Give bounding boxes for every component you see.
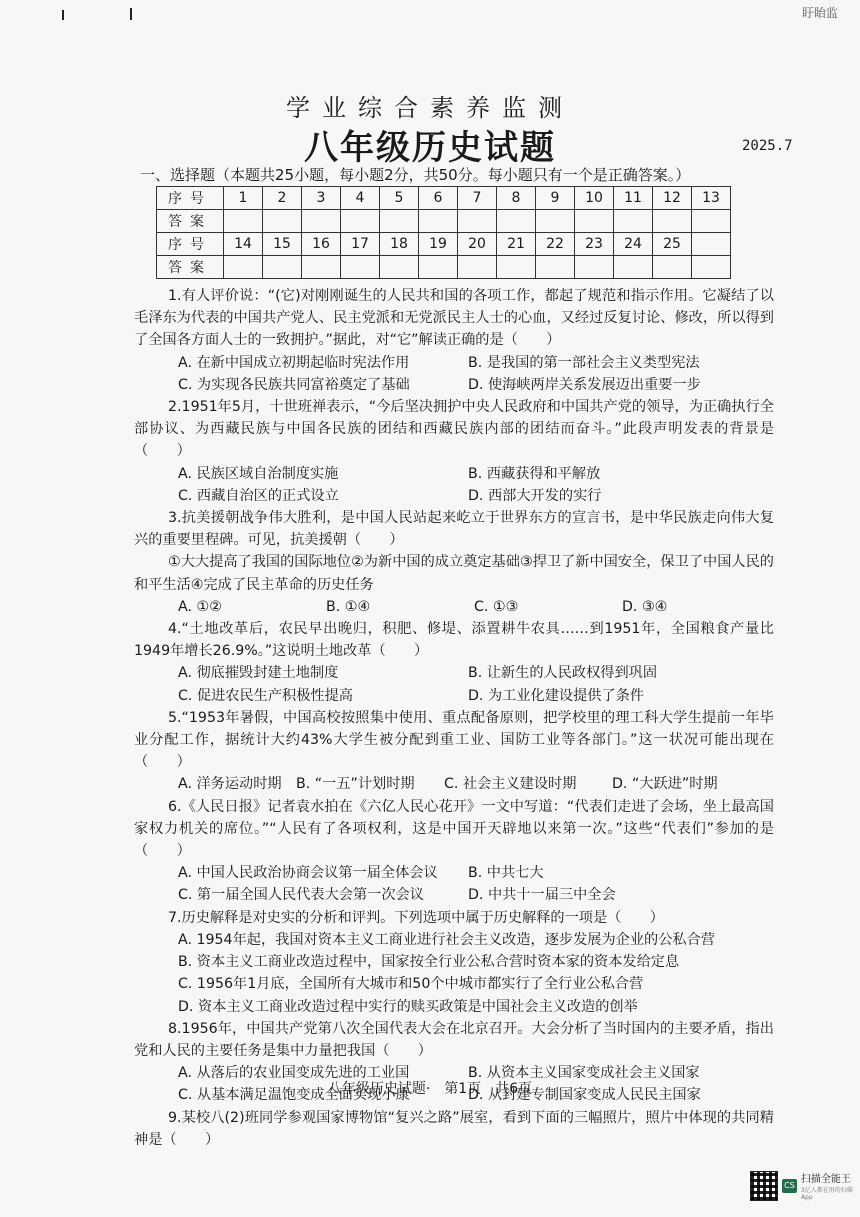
- question-stem: 4.“土地改革后，农民早出晚归，积肥、修堤、添置耕牛农具……到1951年，全国粮食产量比1949年增长26.9%。”这说明土地改革（ ）: [134, 621, 774, 660]
- question-stem: 9.某校八(2)班同学参观国家博物馆“复兴之路”展室，看到下面的三幅照片，照片中体现的共同精神是（ ）: [134, 1109, 774, 1148]
- answer-cell[interactable]: [458, 256, 497, 279]
- option: D. 从封建专制国家变成人民民主国家: [468, 1087, 701, 1104]
- qr-code-icon: [750, 1171, 778, 1201]
- option: B. “一五”计划时期: [296, 776, 415, 793]
- answer-cell[interactable]: [575, 210, 614, 233]
- seq-number: 19: [419, 233, 458, 256]
- option: C. 西藏自治区的正式设立: [178, 487, 339, 504]
- answer-cell[interactable]: [224, 256, 263, 279]
- answer-cell[interactable]: [653, 256, 692, 279]
- seq-number: 6: [419, 187, 458, 210]
- option: C. ①③: [474, 598, 519, 615]
- seq-number: [692, 233, 731, 256]
- option: C. 第一届全国人民代表大会第一次会议: [178, 887, 424, 904]
- option: C. 促进农民生产积极性提高: [178, 687, 353, 704]
- answer-cell[interactable]: [497, 210, 536, 233]
- scan-mark: [130, 8, 132, 20]
- answer-cell[interactable]: [536, 256, 575, 279]
- seq-number: 23: [575, 233, 614, 256]
- option: C. 从基本满足温饱变成全面实现小康: [178, 1087, 410, 1104]
- option: A. 在新中国成立初期起临时宪法作用: [178, 354, 410, 371]
- seq-number: 5: [380, 187, 419, 210]
- answer-cell[interactable]: [536, 210, 575, 233]
- section-heading: 一、选择题（本题共25小题，每小题2分，共50分。每小题只有一个是正确答案。）: [140, 166, 691, 184]
- page-footer: 八年级历史试题· 第1页 共6页: [327, 1081, 533, 1097]
- option: D. 中共十一届三中全会: [468, 887, 616, 904]
- answer-cell[interactable]: [263, 256, 302, 279]
- option-group: [134, 773, 774, 795]
- app-logo: CS: [782, 1179, 797, 1193]
- ans-label: 答案: [157, 210, 224, 233]
- answer-cell[interactable]: [419, 256, 458, 279]
- option-group: [134, 662, 774, 706]
- answer-cell[interactable]: [380, 256, 419, 279]
- seq-label: 序号: [157, 187, 224, 210]
- table-row: [157, 210, 731, 233]
- seq-number: 12: [653, 187, 692, 210]
- option: B. 资本主义工商业改造过程中，国家按全行业公私合营时资本家的资本发给定息: [178, 954, 680, 971]
- answer-cell[interactable]: [341, 256, 380, 279]
- option-group: [134, 596, 774, 618]
- option: D. 为工业化建设提供了条件: [468, 687, 645, 704]
- option-group: [134, 929, 774, 1018]
- question-list: [134, 285, 774, 1151]
- corner-stamp-text: 盱眙监: [801, 6, 838, 20]
- option: C. 为实现各民族共同富裕奠定了基础: [178, 376, 410, 393]
- seq-number: 13: [692, 187, 731, 210]
- seq-number: 18: [380, 233, 419, 256]
- ans-label: 答案: [157, 256, 224, 279]
- seq-number: 2: [263, 187, 302, 210]
- seq-number: 17: [341, 233, 380, 256]
- option: C. 社会主义建设时期: [444, 776, 577, 793]
- seq-number: 20: [458, 233, 497, 256]
- option: C. 1956年1月底，全国所有大城市和50个中城市都实行了全行业公私合营: [178, 976, 644, 993]
- table-row: [157, 256, 731, 279]
- answer-cell[interactable]: [419, 210, 458, 233]
- question-stem: 6.《人民日报》记者袁水拍在《六亿人民心花开》一文中写道：“代表们走进了会场，坐上最高国家权力机关的席位。”“人民有了各项权利，这是中国开天辟地以来第一次。”这些“代表们”参加的是（ ）: [134, 798, 774, 860]
- question-stem: 8.1956年，中国共产党第八次全国代表大会在北京召开。大会分析了当时国内的主要矛盾，指出党和人民的主要任务是集中力量把我国（ ）: [134, 1020, 774, 1059]
- app-name: 扫描全能王: [800, 1174, 851, 1185]
- question-stem: 7.历史解释是对史实的分析和评判。下列选项中属于历史解释的一项是（ ）: [168, 909, 664, 926]
- option: B. 让新生的人民政权得到巩固: [468, 665, 658, 682]
- seq-number: 14: [224, 233, 263, 256]
- seq-number: 4: [341, 187, 380, 210]
- answer-cell[interactable]: [692, 256, 731, 279]
- scan-mark: [62, 10, 64, 20]
- seq-number: 25: [653, 233, 692, 256]
- question-sub-statements: ①大大提高了我国的国际地位②为新中国的成立奠定基础③捍卫了新中国安全，保卫了中国人民的和平生活④完成了民主革命的历史任务: [134, 554, 774, 593]
- option: A. 中国人民政治协商会议第一届全体会议: [178, 865, 438, 882]
- answer-cell[interactable]: [653, 210, 692, 233]
- option: B. 是我国的第一部社会主义类型宪法: [468, 354, 700, 371]
- answer-cell[interactable]: [263, 210, 302, 233]
- exam-date: 2025.7: [742, 138, 793, 154]
- option: B. ①④: [326, 598, 371, 615]
- option-group: [134, 352, 774, 396]
- option: A. 洋务运动时期: [178, 776, 282, 793]
- seq-number: 24: [614, 233, 653, 256]
- option: A. 民族区域自治制度实施: [178, 465, 339, 482]
- question-stem: 1.有人评价说：“(它)对刚刚诞生的人民共和国的各项工作，都起了规范和指示作用。它凝结了以毛泽东为代表的中国共产党人、民主党派和无党派民主人士的心血，又经过反复讨论、修改，所以得到了全国各方面人士的一致拥护。”据此，对“它”解读正确的是（ ）: [134, 288, 774, 349]
- seq-number: 11: [614, 187, 653, 210]
- option: D. 西部大开发的实行: [468, 487, 602, 504]
- seq-number: 9: [536, 187, 575, 210]
- question-stem: 2.1951年5月，十世班禅表示，“今后坚决拥护中央人民政府和中国共产党的领导，为正确执行全部协议、为西藏民族与中国各民族的团结和西藏民族内部的团结而奋斗。”此段声明发表的背景是（ ）: [134, 399, 774, 460]
- option-group: [134, 463, 774, 507]
- seq-number: 8: [497, 187, 536, 210]
- answer-cell[interactable]: [575, 256, 614, 279]
- question-stem: 5.“1953年暑假，中国高校按照集中使用、重点配备原则，把学校里的理工科大学生提前一年毕业分配工作，据统计大约43%大学生被分配到重工业、国防工业等各部门。”这一状况可能出现在（ ）: [134, 709, 774, 771]
- option: D. ③④: [622, 598, 668, 615]
- answer-cell[interactable]: [302, 210, 341, 233]
- seq-number: 7: [458, 187, 497, 210]
- question-stem: 3.抗美援朝战争伟大胜利，是中国人民站起来屹立于世界东方的宣言书，是中华民族走向伟大复兴的重要里程碑。可见，抗美援朝（ ）: [134, 510, 774, 549]
- option: B. 中共七大: [468, 865, 544, 882]
- option: B. 从资本主义国家变成社会主义国家: [468, 1065, 700, 1082]
- option: A. 彻底摧毁封建土地制度: [178, 665, 339, 682]
- option-group: [134, 862, 774, 906]
- option: A. 从落后的农业国变成先进的工业国: [178, 1065, 410, 1082]
- option: D. 资本主义工商业改造过程中实行的赎买政策是中国社会主义改造的创举: [178, 998, 638, 1015]
- scanner-watermark: [750, 1170, 860, 1201]
- answer-cell[interactable]: [380, 210, 419, 233]
- option: D. “大跃进”时期: [612, 776, 718, 793]
- answer-cell[interactable]: [341, 210, 380, 233]
- answer-cell[interactable]: [458, 210, 497, 233]
- table-row: [157, 187, 731, 210]
- option: D. 使海峡两岸关系发展迈出重要一步: [468, 376, 701, 393]
- answer-cell[interactable]: [614, 256, 653, 279]
- seq-label: 序号: [157, 233, 224, 256]
- exam-series-title: 学业综合素养监测: [286, 94, 574, 122]
- table-row: [157, 233, 731, 256]
- seq-number: 22: [536, 233, 575, 256]
- seq-number: 1: [224, 187, 263, 210]
- answer-cell[interactable]: [302, 256, 341, 279]
- answer-cell[interactable]: [497, 256, 536, 279]
- seq-number: 16: [302, 233, 341, 256]
- answer-cell[interactable]: [614, 210, 653, 233]
- answer-cell[interactable]: [224, 210, 263, 233]
- answer-cell[interactable]: [692, 210, 731, 233]
- option: A. ①②: [178, 598, 222, 615]
- option: B. 西藏获得和平解放: [468, 465, 601, 482]
- exam-title: 八年级历史试题: [304, 128, 556, 168]
- seq-number: 15: [263, 233, 302, 256]
- option: A. 1954年起，我国对资本主义工商业进行社会主义改造，逐步发展为企业的公私合营: [178, 931, 715, 948]
- app-tagline: 3亿人都在用的扫描App: [800, 1187, 853, 1201]
- seq-number: 21: [497, 233, 536, 256]
- seq-number: 10: [575, 187, 614, 210]
- seq-number: 3: [302, 187, 341, 210]
- answer-table: [156, 186, 731, 279]
